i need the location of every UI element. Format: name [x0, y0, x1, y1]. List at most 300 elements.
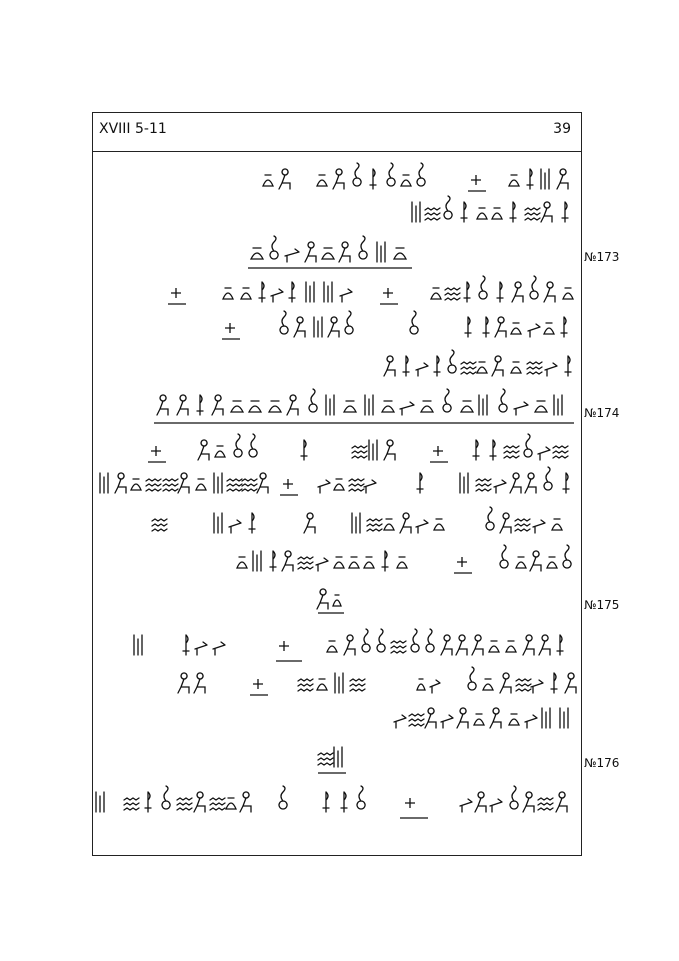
hieroglyph: [461, 202, 467, 222]
hieroglyph-stroke: [538, 798, 553, 810]
hieroglyph-stroke: [539, 635, 550, 655]
hieroglyph: [324, 282, 332, 302]
hieroglyph-stroke: [384, 519, 394, 530]
hieroglyph: [542, 708, 550, 728]
entry-number-176: №176: [584, 756, 620, 770]
hieroglyph-stroke: [394, 715, 406, 728]
hieroglyph-stroke: [287, 395, 298, 415]
hieroglyph: [533, 520, 545, 533]
hieroglyph: [146, 479, 161, 491]
hieroglyph-stroke: [323, 792, 329, 812]
hieroglyph: [349, 479, 364, 491]
hieroglyph-stroke: [96, 792, 104, 812]
hieroglyph: [231, 401, 243, 412]
hieroglyph-stroke: [377, 629, 385, 652]
hieroglyph-stroke: [285, 249, 299, 262]
hieroglyph-stroke: [269, 401, 281, 412]
hieroglyph-stroke: [512, 282, 523, 302]
hieroglyph-stroke: [177, 395, 188, 415]
hieroglyph: [322, 248, 334, 259]
hieroglyph: [460, 799, 472, 812]
hieroglyph: [557, 169, 568, 189]
hieroglyph-stroke: [350, 679, 365, 691]
hieroglyph: [473, 440, 479, 460]
hieroglyph: [365, 395, 373, 415]
hieroglyph: [294, 317, 305, 337]
plus-sign: [151, 446, 161, 456]
hieroglyph: [565, 356, 571, 376]
hieroglyph-stroke: [430, 680, 440, 693]
hieroglyph-stroke: [557, 635, 563, 655]
hieroglyph: [448, 350, 456, 373]
hieroglyph: [162, 786, 170, 809]
hieroglyph-stroke: [334, 747, 342, 767]
hieroglyph: [305, 242, 316, 262]
hieroglyph: [377, 242, 385, 262]
hieroglyph-stroke: [324, 282, 332, 302]
hieroglyph-stroke: [344, 635, 355, 655]
hieroglyph: [152, 519, 167, 531]
hieroglyph: [561, 317, 567, 337]
hieroglyph: [215, 446, 225, 457]
hieroglyph-stroke: [551, 673, 557, 693]
hieroglyph: [344, 401, 356, 412]
hieroglyph: [541, 169, 549, 189]
hieroglyph: [475, 792, 486, 812]
hieroglyph: [227, 479, 242, 491]
hieroglyph-stroke: [183, 635, 189, 655]
hieroglyph-stroke: [387, 163, 395, 186]
hieroglyph-stroke: [425, 708, 436, 728]
hieroglyph-stroke: [251, 248, 263, 259]
hieroglyph: [298, 679, 313, 691]
hieroglyph-stroke: [214, 473, 222, 493]
hieroglyph-stroke: [565, 673, 576, 693]
hieroglyph: [562, 202, 568, 222]
hieroglyph: [309, 389, 317, 412]
hieroglyph-stroke: [314, 317, 322, 337]
hieroglyph: [479, 395, 487, 415]
hieroglyph: [523, 792, 534, 812]
hieroglyph-stroke: [240, 792, 251, 812]
hieroglyph-stroke: [490, 440, 496, 460]
hieroglyph: [504, 446, 519, 458]
hieroglyph: [334, 557, 344, 568]
hieroglyph: [551, 673, 557, 693]
hieroglyph-stroke: [416, 363, 428, 376]
hieroglyph-stroke: [212, 395, 223, 415]
hieroglyph: [382, 401, 394, 412]
hieroglyph-stroke: [178, 473, 189, 493]
hieroglyph: [544, 282, 555, 302]
hieroglyph-stroke: [417, 473, 423, 493]
hieroglyph-stroke: [461, 401, 473, 412]
hieroglyph-stroke: [298, 679, 313, 691]
hieroglyph: [131, 479, 141, 490]
hieroglyph: [352, 513, 360, 533]
hieroglyph: [490, 708, 501, 728]
hieroglyph: [178, 673, 189, 693]
hieroglyph: [509, 714, 519, 725]
hieroglyph-stroke: [448, 350, 456, 373]
hieroglyph-stroke: [316, 558, 328, 571]
hieroglyph-stroke: [257, 473, 268, 493]
hieroglyph: [317, 589, 328, 609]
hieroglyph-stroke: [263, 175, 273, 186]
hieroglyph-stroke: [445, 288, 460, 300]
hieroglyph-stroke: [163, 479, 178, 491]
hieroglyph-stroke: [563, 545, 571, 568]
hieroglyph: [524, 434, 532, 457]
hieroglyph: [251, 248, 263, 259]
hieroglyph: [417, 679, 425, 690]
hieroglyph-stroke: [317, 679, 327, 690]
hieroglyph-stroke: [369, 440, 377, 460]
plus-sign: [225, 323, 235, 333]
hieroglyph-stroke: [157, 395, 168, 415]
hieroglyph-stroke: [411, 629, 419, 652]
hieroglyph-stroke: [527, 169, 533, 189]
hieroglyph: [306, 282, 314, 302]
hieroglyph-stroke: [229, 520, 241, 533]
hieroglyph: [124, 798, 139, 810]
hieroglyph-stroke: [344, 401, 356, 412]
hieroglyph-stroke: [210, 798, 225, 810]
hieroglyph: [401, 175, 411, 186]
hieroglyph: [560, 708, 568, 728]
hieroglyph-stroke: [213, 642, 225, 655]
hieroglyph-stroke: [510, 786, 518, 809]
hieroglyph: [369, 440, 377, 460]
hieroglyph-stroke: [457, 708, 468, 728]
hieroglyph: [514, 402, 528, 415]
hieroglyph-stroke: [227, 479, 242, 491]
hieroglyph: [301, 440, 307, 460]
hieroglyph-stroke: [377, 242, 385, 262]
hieroglyph: [527, 169, 533, 189]
hieroglyph: [500, 673, 511, 693]
hieroglyph-stroke: [524, 434, 532, 457]
hieroglyph: [411, 629, 419, 652]
hieroglyph-stroke: [441, 715, 453, 728]
hieroglyph-stroke: [556, 792, 567, 812]
hieroglyph: [249, 434, 257, 457]
hieroglyph-stroke: [554, 395, 562, 415]
hieroglyph: [506, 641, 516, 652]
hieroglyph: [263, 175, 273, 186]
hieroglyph-stroke: [444, 196, 452, 219]
hieroglyph-stroke: [253, 551, 261, 571]
hieroglyph: [214, 473, 222, 493]
hieroglyph: [213, 642, 225, 655]
hieroglyph: [345, 311, 353, 334]
hieroglyph-stroke: [370, 169, 376, 189]
hieroglyph-stroke: [333, 595, 341, 606]
hieroglyph: [538, 447, 550, 460]
hieroglyph: [349, 557, 359, 568]
hieroglyph: [241, 288, 251, 299]
hieroglyph-stroke: [259, 282, 265, 302]
hieroglyph-stroke: [523, 792, 534, 812]
hieroglyph: [535, 401, 547, 412]
hieroglyph: [490, 440, 496, 460]
hieroglyph: [565, 673, 576, 693]
hieroglyph-stroke: [441, 635, 452, 655]
hieroglyph-stroke: [410, 311, 418, 334]
hieroglyph: [417, 473, 423, 493]
hieroglyph: [474, 714, 484, 725]
hieroglyph: [397, 557, 407, 568]
hieroglyph-stroke: [409, 714, 424, 726]
hieroglyph-stroke: [401, 175, 411, 186]
hieroglyph: [304, 513, 315, 533]
hieroglyph-stroke: [465, 317, 471, 337]
hieroglyph-stroke: [237, 557, 247, 568]
hieroglyph: [490, 799, 502, 812]
hieroglyph: [183, 635, 189, 655]
plus-sign: [383, 288, 393, 298]
hieroglyph-stroke: [384, 440, 395, 460]
hieroglyph-stroke: [115, 473, 126, 493]
hieroglyph: [362, 629, 370, 652]
hieroglyph: [334, 479, 344, 490]
hieroglyph: [525, 715, 537, 728]
hieroglyph: [317, 679, 327, 690]
hieroglyph-stroke: [542, 708, 550, 728]
hieroglyph: [367, 519, 382, 531]
hieroglyph-stroke: [538, 447, 550, 460]
hieroglyph: [468, 667, 476, 690]
hieroglyph: [163, 479, 178, 491]
hieroglyph-stroke: [280, 311, 288, 334]
hieroglyph: [445, 288, 460, 300]
hieroglyph-stroke: [412, 202, 420, 222]
hieroglyph: [339, 242, 350, 262]
hieroglyph: [400, 402, 414, 415]
hieroglyph-stroke: [334, 557, 344, 568]
hieroglyph-stroke: [560, 708, 568, 728]
hieroglyph: [318, 753, 333, 765]
hieroglyph-stroke: [391, 641, 406, 653]
hieroglyph: [556, 792, 567, 812]
hieroglyph-stroke: [557, 169, 568, 189]
hieroglyph-stroke: [492, 356, 503, 376]
page-number: 39: [553, 121, 571, 137]
hieroglyph-stroke: [400, 513, 411, 533]
hieroglyph-stroke: [563, 473, 569, 493]
hieroglyph-stroke: [352, 513, 360, 533]
hieroglyph-stroke: [500, 673, 511, 693]
hieroglyph: [229, 520, 241, 533]
hieroglyph: [344, 635, 355, 655]
hieroglyph: [479, 276, 487, 299]
hieroglyph-stroke: [504, 446, 519, 458]
hieroglyph: [394, 248, 406, 259]
hieroglyph: [197, 395, 203, 415]
hieroglyph-stroke: [226, 798, 236, 809]
hieroglyph-stroke: [352, 446, 367, 458]
hieroglyph: [486, 507, 494, 530]
hieroglyph: [441, 715, 453, 728]
hieroglyph-stroke: [500, 513, 511, 533]
hieroglyph-stroke: [528, 324, 540, 337]
hieroglyph-stroke: [234, 434, 242, 457]
hieroglyph: [492, 356, 503, 376]
hieroglyph: [198, 440, 209, 460]
hieroglyph: [134, 635, 142, 655]
hieroglyph: [430, 680, 440, 693]
hieroglyph-stroke: [477, 362, 487, 373]
hieroglyph-stroke: [231, 401, 243, 412]
hieroglyph-stroke: [304, 513, 315, 533]
hieroglyph: [357, 786, 365, 809]
hieroglyph: [434, 356, 440, 376]
hieroglyph: [563, 288, 573, 299]
hieroglyph-stroke: [339, 242, 350, 262]
hieroglyph: [464, 282, 470, 302]
hieroglyph-stroke: [400, 402, 414, 415]
hieroglyph: [541, 202, 552, 222]
hieroglyph-stroke: [510, 202, 516, 222]
hieroglyph: [472, 635, 483, 655]
hieroglyph: [352, 446, 367, 458]
hieroglyph-stroke: [282, 551, 293, 571]
hieroglyph: [269, 401, 281, 412]
hieroglyph: [214, 513, 222, 533]
hieroglyph-stroke: [367, 519, 382, 531]
hieroglyph-stroke: [397, 557, 407, 568]
hieroglyph: [500, 513, 511, 533]
hieroglyph: [416, 520, 428, 533]
hieroglyph: [511, 362, 521, 373]
hieroglyph: [353, 163, 361, 186]
hieroglyph-stroke: [516, 557, 526, 568]
entry-number-173: №173: [584, 250, 620, 264]
hieroglyph: [177, 395, 188, 415]
hieroglyph: [425, 208, 440, 220]
hieroglyph: [483, 317, 489, 337]
hieroglyph: [259, 282, 265, 302]
hieroglyph: [335, 673, 343, 693]
hieroglyph: [492, 208, 502, 219]
hieroglyph: [327, 641, 337, 652]
hieroglyph-stroke: [357, 786, 365, 809]
hieroglyph: [476, 479, 491, 491]
plus-sign: [253, 679, 263, 689]
hieroglyph-stroke: [456, 635, 467, 655]
hieroglyph: [516, 557, 526, 568]
hieroglyph: [530, 551, 541, 571]
hieroglyph-stroke: [460, 799, 472, 812]
hieroglyph: [545, 363, 557, 376]
hieroglyph: [523, 635, 534, 655]
hieroglyph-stroke: [515, 519, 530, 531]
hieroglyph-stroke: [541, 202, 552, 222]
hieroglyph-stroke: [509, 175, 519, 186]
hieroglyph: [434, 519, 444, 530]
hieroglyph-stroke: [531, 680, 543, 693]
hieroglyph-stroke: [327, 641, 337, 652]
hieroglyph: [391, 641, 406, 653]
hieroglyph-stroke: [294, 317, 305, 337]
hieroglyph-stroke: [177, 798, 192, 810]
hieroglyph: [500, 545, 508, 568]
hieroglyph: [270, 551, 276, 571]
hieroglyph: [328, 317, 339, 337]
hieroglyph: [282, 551, 293, 571]
hieroglyph-stroke: [242, 479, 257, 491]
hieroglyph: [410, 311, 418, 334]
hieroglyph: [460, 473, 468, 493]
entry-number-174: №174: [584, 406, 620, 420]
hieroglyph-stroke: [417, 679, 425, 690]
hieroglyph-stroke: [249, 513, 255, 533]
hieroglyph-stroke: [417, 163, 425, 186]
hieroglyph: [426, 629, 434, 652]
hieroglyph: [547, 557, 557, 568]
hieroglyph-stroke: [490, 708, 501, 728]
hieroglyph: [249, 401, 261, 412]
plus-sign: [171, 288, 181, 298]
hieroglyph: [270, 236, 278, 259]
hieroglyph-stroke: [162, 786, 170, 809]
hieroglyph-stroke: [271, 289, 283, 302]
hieroglyph-stroke: [461, 362, 476, 374]
hieroglyph-stroke: [270, 236, 278, 259]
entry-number-175: №175: [584, 598, 620, 612]
hieroglyph: [530, 276, 538, 299]
hieroglyph: [544, 323, 554, 334]
hieroglyph-stroke: [509, 714, 519, 725]
hieroglyph-stroke: [499, 389, 507, 412]
hieroglyph-stroke: [565, 356, 571, 376]
hieroglyph: [444, 196, 452, 219]
hieroglyph-stroke: [353, 163, 361, 186]
hieroglyph-stroke: [249, 434, 257, 457]
hieroglyph: [317, 175, 327, 186]
hieroglyph-stroke: [479, 395, 487, 415]
hieroglyph: [489, 641, 499, 652]
hieroglyph-stroke: [500, 545, 508, 568]
hieroglyph: [421, 401, 433, 412]
hieroglyph: [483, 679, 493, 690]
hieroglyph: [194, 673, 205, 693]
hieroglyph-stroke: [194, 673, 205, 693]
hieroglyph: [326, 395, 334, 415]
hieroglyph-stroke: [511, 323, 521, 334]
hieroglyph-stroke: [384, 356, 395, 376]
hieroglyph-stroke: [318, 753, 333, 765]
hieroglyph-stroke: [145, 792, 151, 812]
hieroglyph-stroke: [431, 288, 441, 299]
hieroglyph-stroke: [476, 479, 491, 491]
hieroglyph: [511, 323, 521, 334]
hieroglyph-stroke: [309, 389, 317, 412]
hieroglyph-stroke: [359, 236, 367, 259]
hieroglyph-stroke: [434, 356, 440, 376]
hieroglyph: [341, 792, 347, 812]
hieroglyph: [279, 169, 290, 189]
hieroglyph: [279, 786, 287, 809]
hieroglyph-stroke: [477, 208, 487, 219]
plus-sign: [405, 798, 415, 808]
hieroglyph: [364, 557, 374, 568]
hieroglyph: [318, 480, 330, 493]
hieroglyph-stroke: [326, 395, 334, 415]
hieroglyph: [461, 362, 476, 374]
hieroglyph: [528, 324, 540, 337]
hieroglyph-stroke: [194, 792, 205, 812]
